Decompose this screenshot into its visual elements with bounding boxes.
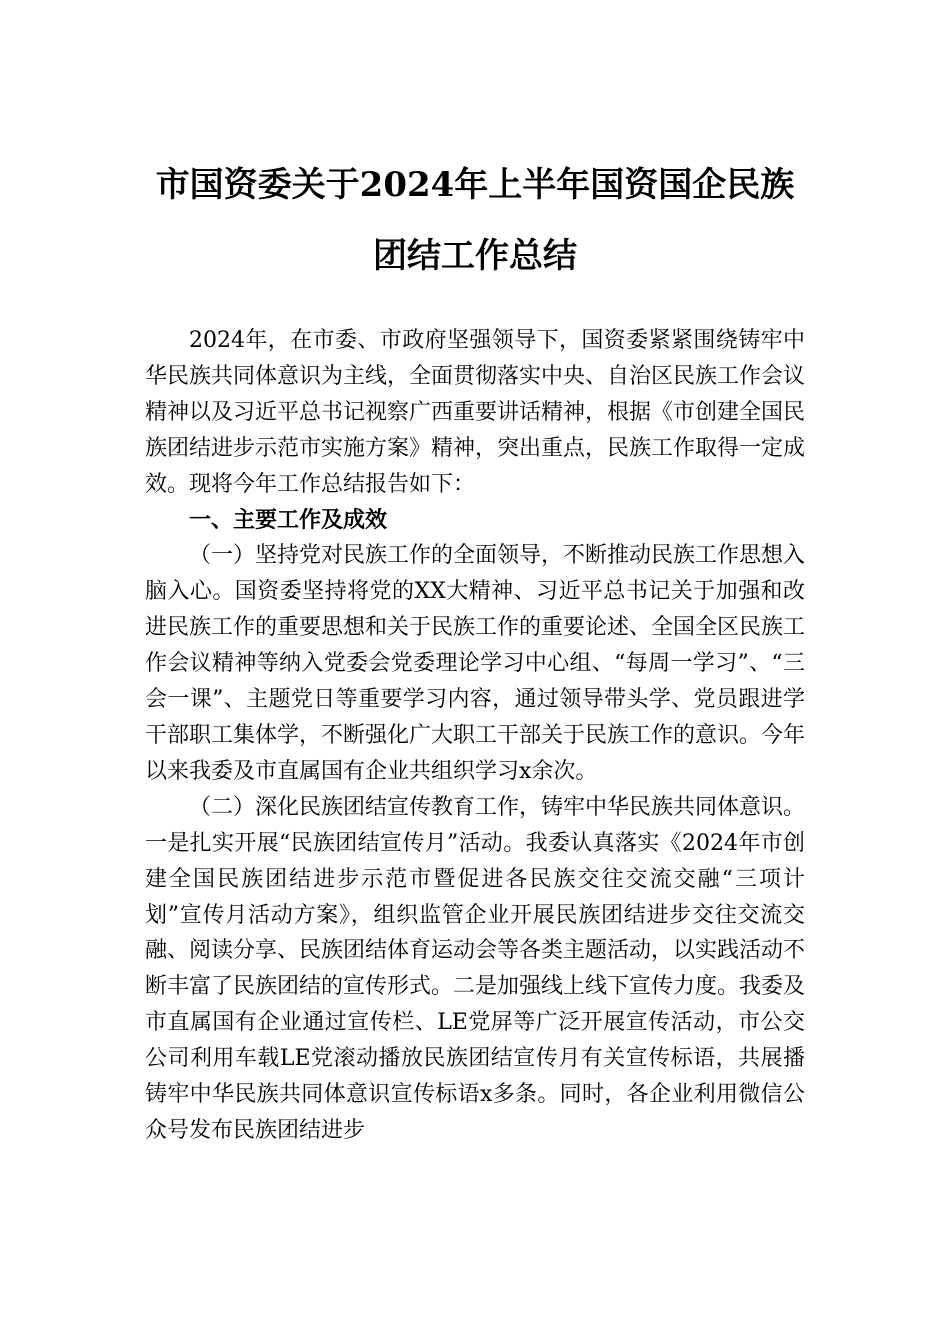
- document-body: [145, 323, 805, 1149]
- document-title-line-1: 市国资委关于2024年上半年国资国企民族: [155, 165, 795, 205]
- body-paragraph-1: （一）坚持党对民族工作的全面领导，不断推动民族工作思想入脑入心。国资委坚持将党的XX大精神、习近平总书记关于加强和改进民族工作的重要思想和关于民族工作的重要论述、全国全区民族工作会议精神等纳入党委会党委理论学习中心组、“每周一学习”、“三会一课”、主题党日等重要学习内容，通过领导带头学、党员跟进学干部职工集体学，不断强化广大职工干部关于民族工作的意识。今年以来我委及市直属国有企业共组织学习x余次。: [145, 543, 806, 784]
- document-title-line-2: 团结工作总结: [373, 236, 577, 276]
- section-heading: 一、主要工作及成效: [189, 507, 388, 533]
- body-paragraph-2: （二）深化民族团结宣传教育工作，铸牢中华民族共同体意识。一是扎实开展“民族团结宣传月”活动。我委认真落实《2024年市创建全国民族团结进步示范市暨促进各民族交往交流交融“三项计划”宣传月活动方案》，组织监管企业开展民族团结进步交往交流交融、阅读分享、民族团结体育运动会等各类主题活动，以实践活动不断丰富了民族团结的宣传形式。二是加强线上线下宣传力度。我委及市直属国有企业通过宣传栏、LE党屏等广泛开展宣传活动，市公交公司利用车载LE党滚动播放民族团结宣传月有关宣传标语，共展播铸牢中华民族共同体意识宣传标语x多条。同时，各企业利用微信公众号发布民族团结进步: [145, 794, 806, 1143]
- intro-paragraph: 2024年，在市委、市政府坚强领导下，国资委紧紧围绕铸牢中华民族共同体意识为主线，全面贯彻落实中央、自治区民族工作会议精神以及习近平总书记视察广西重要讲话精神，根据《市创建全国民族团结进步示范市实施方案》精神，突出重点，民族工作取得一定成效。现将今年工作总结报告如下：: [145, 328, 806, 497]
